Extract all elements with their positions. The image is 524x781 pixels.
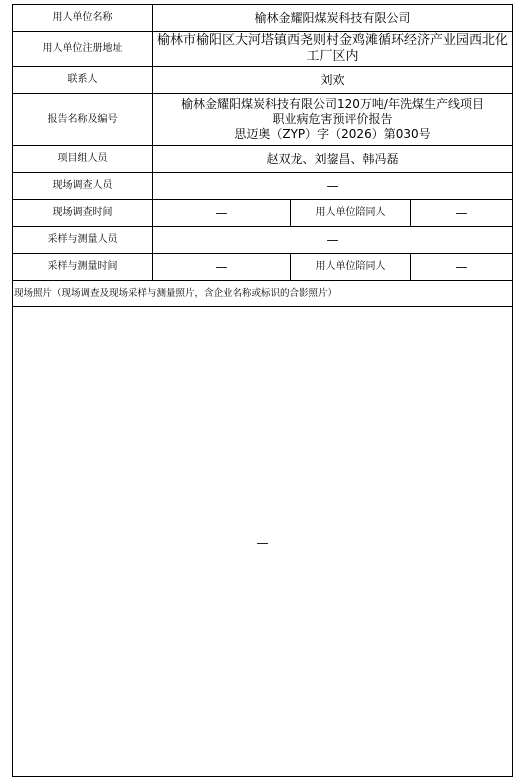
survey-time-value: —: [153, 200, 291, 227]
sampling-staff-value: —: [153, 227, 513, 254]
contact-label: 联系人: [13, 67, 153, 94]
row-survey-staff: [13, 173, 513, 200]
info-form-table: [12, 4, 513, 777]
sampling-time-value: —: [153, 254, 291, 281]
row-photos-header: [13, 281, 513, 307]
report-number-line: 思迈奥（ZYP）字（2026）第030号: [234, 127, 431, 141]
survey-escort-value: —: [411, 200, 513, 227]
row-employer-name: [13, 5, 513, 32]
report-value: [153, 94, 513, 146]
row-sampling-time: [13, 254, 513, 281]
survey-escort-label: 用人单位陪同人: [291, 200, 411, 227]
employer-name-value: 榆林金耀阳煤炭科技有限公司: [153, 5, 513, 32]
report-title-line: 榆林金耀阳煤炭科技有限公司120万吨/年洗煤生产线项目: [181, 97, 484, 111]
sampling-staff-label: 采样与测量人员: [13, 227, 153, 254]
site-photos-label: 现场照片（现场调查及现场采样与测量照片，含企业名称或标识的合影照片）: [13, 281, 513, 307]
survey-staff-value: —: [153, 173, 513, 200]
project-team-label: 项目组人员: [13, 146, 153, 173]
report-subtitle-line: 职业病危害预评价报告: [272, 112, 393, 126]
registered-address-value: 榆林市榆阳区大河塔镇西尧则村金鸡滩循环经济产业园西北化工厂区内: [153, 32, 513, 67]
site-photos-value: —: [256, 536, 269, 550]
survey-time-label: 现场调查时间: [13, 200, 153, 227]
sampling-time-label: 采样与测量时间: [13, 254, 153, 281]
registered-address-label: 用人单位注册地址: [13, 32, 153, 67]
row-report: [13, 94, 513, 146]
sampling-escort-value: —: [411, 254, 513, 281]
row-photos-area: [13, 307, 513, 777]
site-photos-area: [13, 307, 513, 777]
row-sampling-staff: [13, 227, 513, 254]
project-team-value: 赵双龙、刘鋆昌、韩冯磊: [153, 146, 513, 173]
employer-name-label: 用人单位名称: [13, 5, 153, 32]
survey-staff-label: 现场调查人员: [13, 173, 153, 200]
row-survey-time: [13, 200, 513, 227]
sampling-escort-label: 用人单位陪同人: [291, 254, 411, 281]
row-registered-address: [13, 32, 513, 67]
contact-value: 刘欢: [153, 67, 513, 94]
row-contact: [13, 67, 513, 94]
report-label: 报告名称及编号: [13, 94, 153, 146]
row-project-team: [13, 146, 513, 173]
